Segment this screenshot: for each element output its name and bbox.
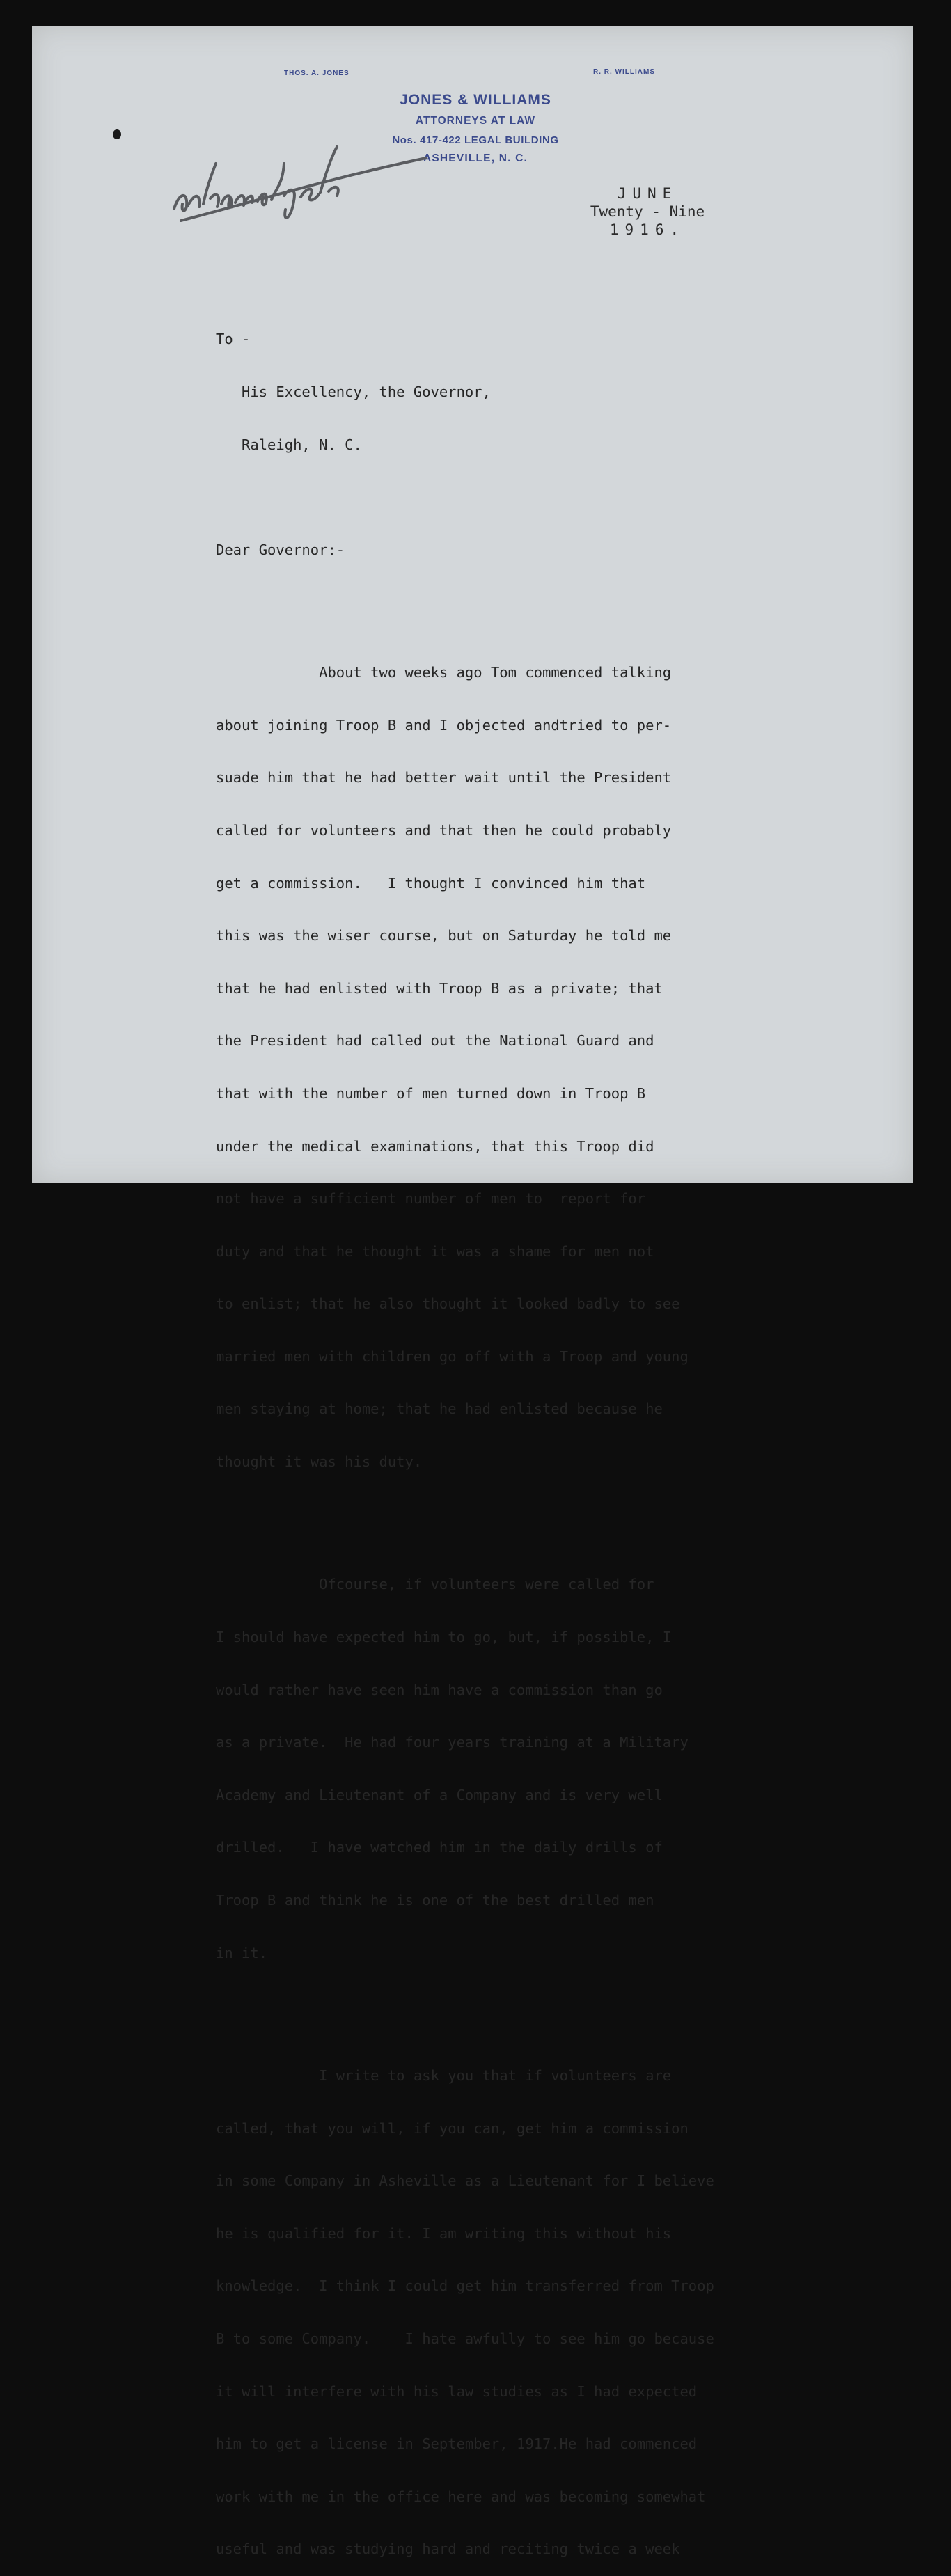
paragraph-line: get a commission. I thought I convinced him that — [216, 874, 646, 892]
paragraph-line: useful and was studying hard and reciting twice a week — [216, 2541, 680, 2558]
date-day: Twenty - Nine — [590, 203, 705, 220]
letter-date — [557, 184, 738, 239]
partner-name-left: THOS. A. JONES — [284, 70, 349, 77]
paragraph-line: he is qualified for it. I am writing this without his — [216, 2225, 672, 2242]
paragraph-line: that with the number of men turned down in Troop B — [216, 1084, 646, 1102]
paragraph-line: in some Company in Asheville as a Lieutenant for I believe — [216, 2172, 714, 2190]
paragraph-line: Academy and Lieutenant of a Company and is very well — [216, 1786, 663, 1803]
firm-address: Nos. 417-422 LEGAL BUILDING — [392, 134, 559, 146]
paragraph-line: called for volunteers and that then he could probably — [216, 821, 672, 839]
paragraph-line: About two weeks ago Tom commenced talking — [216, 664, 672, 681]
paragraph-line: B to some Company. I hate awfully to see him go because — [216, 2330, 714, 2347]
paragraph-line: the President had called out the National Guard and — [216, 1032, 654, 1050]
paragraph-line: Ofcourse, if volunteers were called for — [216, 1576, 654, 1593]
handwritten-acknowledged-mark — [167, 143, 432, 226]
paragraph-line: I should have expected him to go, but, if possible, I — [216, 1629, 672, 1646]
date-month: JUNE — [617, 185, 678, 202]
paragraph-line: would rather have seen him have a commission than go — [216, 1681, 663, 1698]
firm-city: ASHEVILLE, N. C. — [423, 152, 528, 164]
paragraph-line: him to get a license in September, 1917.He had commenced — [216, 2435, 698, 2453]
address-line: His Excellency, the Governor, — [216, 384, 491, 400]
paragraph-line: that he had enlisted with Troop B as a private; that — [216, 979, 663, 997]
firm-subtitle: ATTORNEYS AT LAW — [415, 115, 536, 127]
paragraph-line: under the medical examinations, that this Troop did — [216, 1137, 654, 1155]
paragraph-line: as a private. He had four years training at a Military — [216, 1734, 689, 1751]
paragraph-line: in it. — [216, 1944, 268, 1961]
address-line: Raleigh, N. C. — [216, 436, 362, 453]
paragraph-line: to enlist; that he also thought it looked badly to see — [216, 1295, 680, 1313]
paragraph-line: men staying at home; that he had enlisted because he — [216, 1400, 663, 1418]
address-line: To - — [216, 331, 251, 348]
letter-body — [216, 296, 842, 2576]
paragraph-line: called, that you will, if you can, get him a commission — [216, 2119, 689, 2137]
paragraph-line: it will interfere with his law studies as I had expected — [216, 2383, 698, 2400]
paragraph-line: work with me in the office here and was becoming somewhat — [216, 2488, 706, 2505]
salutation: Dear Governor:- — [216, 541, 345, 558]
paragraph-line: this was the wiser course, but on Saturday he told me — [216, 927, 672, 945]
paragraph-line: duty and that he thought it was a shame for men not — [216, 1242, 654, 1260]
paragraph-line: thought it was his duty. — [216, 1453, 423, 1471]
partner-name-right: R. R. WILLIAMS — [593, 68, 655, 76]
paragraph-line: not have a sufficient number of men to report for — [216, 1190, 646, 1208]
paragraph-line: Troop B and think he is one of the best drilled men — [216, 1892, 654, 1909]
date-year: 1916. — [609, 221, 686, 238]
paragraph-line: drilled. I have watched him in the daily drills of — [216, 1839, 663, 1856]
paragraph-line: married men with children go off with a Troop and young — [216, 1348, 689, 1365]
paragraph-line: I write to ask you that if volunteers are — [216, 2067, 672, 2085]
paragraph-line: knowledge. I think I could get him transferred from Troop — [216, 2277, 714, 2295]
firm-name: JONES & WILLIAMS — [400, 92, 551, 108]
paragraph-line: suade him that he had better wait until the President — [216, 769, 672, 787]
paragraph-line: about joining Troop B and I objected andtried to per- — [216, 716, 672, 734]
